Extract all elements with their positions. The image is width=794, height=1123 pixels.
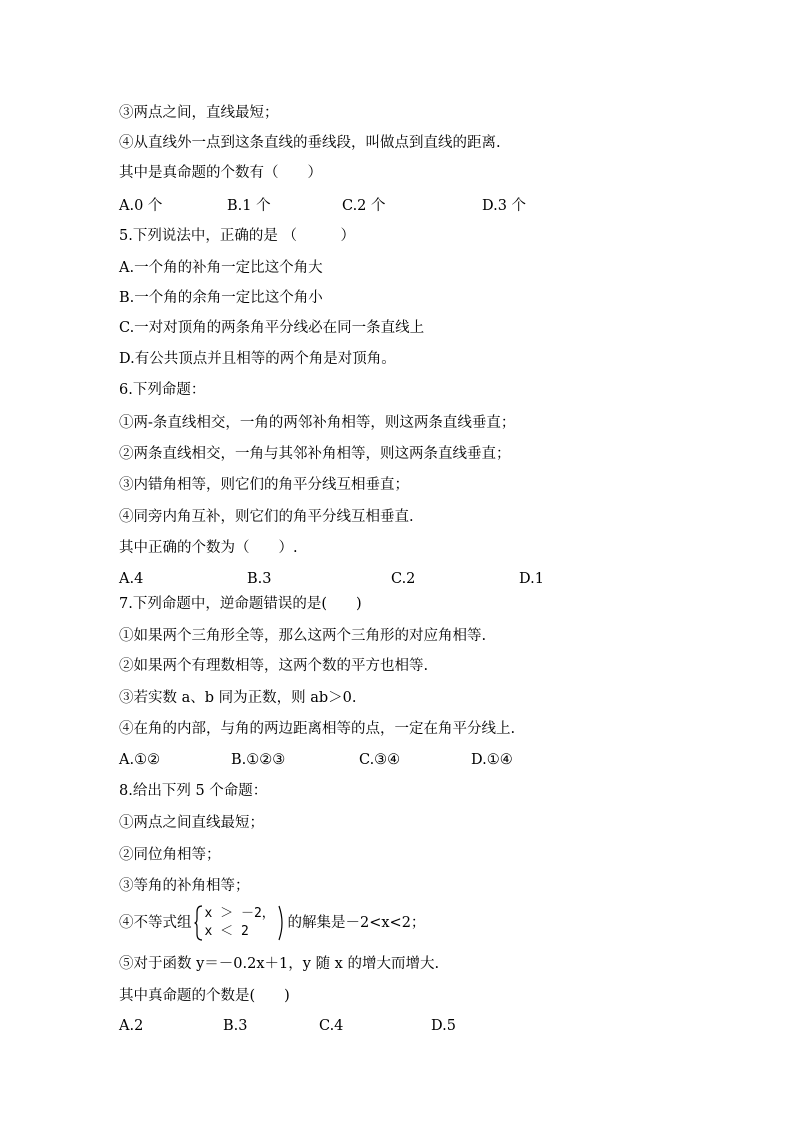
q8-statement-4 (119, 904, 425, 942)
q7-statement-1: ①如果两个三角形全等，那么这两个三角形的对应角相等. (119, 628, 487, 644)
statement-4: ④从直线外一点到这条直线的垂线段，叫做点到直线的距离. (119, 135, 501, 151)
q8-option-d: D.5 (431, 1018, 456, 1034)
q8-statement-1: ①两点之间直线最短； (119, 815, 264, 831)
q6-option-b: B.3 (247, 571, 272, 587)
q6-option-a: A.4 (119, 571, 144, 587)
q4-option-c: C.2 个 (342, 198, 386, 214)
q6-prompt: 其中正确的个数为（ ）. (119, 540, 298, 556)
q7-statement-2: ②如果两个有理数相等，这两个数的平方也相等. (119, 658, 429, 674)
q6-statement-1: ①两-条直线相交，一角的两邻补角相等，则这两条直线垂直； (119, 415, 516, 431)
q8-prompt: 其中真命题的个数是( ) (119, 988, 290, 1004)
q8-option-a: A.2 (119, 1018, 144, 1034)
q8-statement-2: ②同位角相等； (119, 847, 221, 863)
q4-option-a: A.0 个 (119, 198, 163, 214)
statement-3: ③两点之间，直线最短； (119, 105, 279, 121)
q8-statement-5: ⑤对于函数 y＝－0.2x＋1，y 随 x 的增大而增大. (119, 956, 440, 972)
q7-statement-3: ③若实数 a、b 同为正数，则 ab＞0. (119, 690, 357, 706)
right-parenthesis-icon (278, 904, 286, 942)
q8-option-c: C.4 (319, 1018, 344, 1034)
left-brace-icon (194, 904, 204, 942)
system-row-2: x ＜ 2 (204, 924, 249, 939)
q7-option-d: D.①④ (471, 752, 513, 768)
question-7-title: 7.下列命题中，逆命题错误的是( ) (119, 596, 362, 612)
q8-4-prefix: ④不等式组 (119, 915, 192, 931)
q6-statement-4: ④同旁内角互补，则它们的角平分线互相垂直. (119, 509, 414, 525)
q8-statement-3: ③等角的补角相等； (119, 878, 250, 894)
question-8-title: 8.给出下列 5 个命题： (119, 783, 268, 799)
question-6-title: 6.下列命题： (119, 382, 206, 398)
q7-option-b: B.①②③ (231, 752, 286, 768)
q7-option-a: A.①② (119, 752, 161, 768)
question-5-title: 5.下列说法中，正确的是 （ ） (119, 228, 355, 244)
q6-statement-2: ②两条直线相交，一角与其邻补角相等，则这两条直线垂直； (119, 446, 511, 462)
q6-option-c: C.2 (391, 571, 416, 587)
q5-option-a: A.一个角的补角一定比这个角大 (119, 260, 323, 276)
q7-statement-4: ④在角的内部，与角的两边距离相等的点，一定在角平分线上. (119, 721, 516, 737)
q7-option-c: C.③④ (359, 752, 401, 768)
q4-option-b: B.1 个 (227, 198, 271, 214)
q8-option-b: B.3 (223, 1018, 248, 1034)
q6-option-d: D.1 (519, 571, 544, 587)
inequality-system (194, 904, 286, 942)
system-row-1: x ＞ －2， (204, 906, 275, 921)
q5-option-c: C.一对对顶角的两条角平分线必在同一条直线上 (119, 320, 425, 336)
q5-option-b: B.一个角的余角一定比这个角小 (119, 290, 323, 306)
q8-4-suffix: 的解集是－2<x<2； (287, 915, 426, 931)
q6-statement-3: ③内错角相等，则它们的角平分线互相垂直； (119, 477, 409, 493)
q5-option-d: D.有公共顶点并且相等的两个角是对顶角。 (119, 351, 396, 367)
question-4-prompt: 其中是真命题的个数有（ ） (119, 165, 322, 181)
q4-option-d: D.3 个 (482, 198, 527, 214)
